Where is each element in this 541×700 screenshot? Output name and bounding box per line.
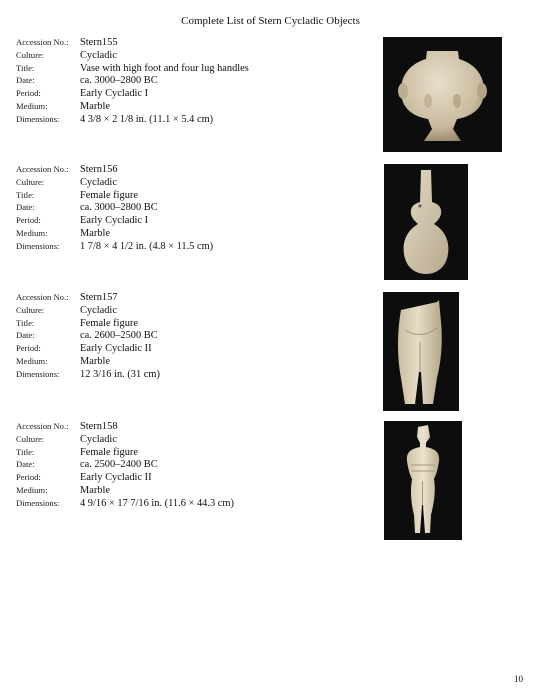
date-row (16, 75, 249, 88)
period-value: Early Cycladic I (80, 88, 149, 100)
title-label: Title: (16, 189, 35, 200)
medium-label: Medium: (16, 484, 48, 495)
period-row (16, 88, 249, 101)
medium-label: Medium: (16, 227, 48, 238)
figure-fragment-photo (383, 292, 459, 411)
dimensions-label: Dimensions: (16, 113, 60, 124)
culture-row (16, 305, 160, 318)
title-value: Female figure (80, 317, 138, 329)
dimensions-value: 4 3/8 × 2 1/8 in. (11.1 × 5.4 cm) (80, 113, 214, 125)
object-record-stern157 (0, 292, 541, 422)
culture-row (16, 50, 249, 63)
period-value: Early Cycladic II (80, 472, 152, 484)
medium-row (16, 101, 249, 114)
title-row (16, 447, 234, 460)
record-fields (16, 164, 213, 254)
date-value: ca. 2500–2400 BC (80, 459, 158, 471)
period-label: Period: (16, 88, 41, 99)
record-fields (16, 37, 249, 127)
period-label: Period: (16, 472, 41, 483)
culture-label: Culture: (16, 433, 45, 444)
period-row (16, 472, 234, 485)
date-value: ca. 2600–2500 BC (80, 330, 158, 342)
accession-row (16, 421, 234, 434)
dimensions-value: 1 7/8 × 4 1/2 in. (4.8 × 11.5 cm) (80, 240, 214, 252)
accession-row (16, 164, 213, 177)
medium-row (16, 356, 160, 369)
medium-row (16, 485, 234, 498)
title-value: Vase with high foot and four lug handles (80, 62, 249, 74)
object-record-stern155 (0, 37, 541, 167)
title-label: Title: (16, 446, 35, 457)
accession-row (16, 292, 160, 305)
date-row (16, 202, 213, 215)
culture-label: Culture: (16, 176, 45, 187)
folded-arm-figure-photo (384, 421, 462, 540)
title-value: Female figure (80, 189, 138, 201)
dimensions-row (16, 114, 249, 127)
page-number: 10 (514, 674, 523, 684)
date-value: ca. 3000–2800 BC (80, 202, 158, 214)
date-label: Date: (16, 459, 35, 470)
date-label: Date: (16, 330, 35, 341)
title-value: Female figure (80, 446, 138, 458)
date-row (16, 330, 160, 343)
accession-value: Stern156 (80, 164, 118, 175)
dimensions-row (16, 241, 213, 254)
dimensions-label: Dimensions: (16, 497, 60, 508)
date-label: Date: (16, 75, 35, 86)
title-label: Title: (16, 317, 35, 328)
culture-value: Cycladic (80, 49, 117, 61)
period-label: Period: (16, 343, 41, 354)
object-record-stern158 (0, 421, 541, 551)
culture-row (16, 177, 213, 190)
medium-value: Marble (80, 355, 111, 367)
medium-label: Medium: (16, 100, 48, 111)
title-row (16, 63, 249, 76)
violin-figure-photo (384, 164, 468, 280)
medium-value: Marble (80, 484, 111, 496)
dimensions-value: 12 3/16 in. (31 cm) (80, 368, 160, 380)
accession-value: Stern158 (80, 421, 118, 432)
period-label: Period: (16, 215, 41, 226)
accession-label: Accession No.: (16, 164, 69, 174)
marble-vase-photo (383, 37, 502, 152)
record-fields (16, 292, 160, 382)
object-record-stern156 (0, 164, 541, 294)
accession-label: Accession No.: (16, 421, 69, 431)
medium-row (16, 228, 213, 241)
culture-label: Culture: (16, 304, 45, 315)
dimensions-value: 4 9/16 × 17 7/16 in. (11.6 × 44.3 cm) (80, 497, 234, 509)
period-value: Early Cycladic I (80, 215, 149, 227)
date-value: ca. 3000–2800 BC (80, 75, 158, 87)
title-row (16, 318, 160, 331)
accession-label: Accession No.: (16, 37, 69, 47)
culture-value: Cycladic (80, 433, 117, 445)
title-row (16, 190, 213, 203)
medium-label: Medium: (16, 355, 48, 366)
record-fields (16, 421, 234, 511)
culture-value: Cycladic (80, 304, 117, 316)
medium-value: Marble (80, 100, 111, 112)
accession-row (16, 37, 249, 50)
accession-value: Stern155 (80, 37, 118, 48)
culture-row (16, 434, 234, 447)
page-title: Complete List of Stern Cycladic Objects (181, 15, 360, 27)
accession-value: Stern157 (80, 292, 118, 303)
period-value: Early Cycladic II (80, 343, 152, 355)
dimensions-row (16, 498, 234, 511)
date-row (16, 459, 234, 472)
medium-value: Marble (80, 227, 111, 239)
dimensions-label: Dimensions: (16, 368, 60, 379)
dimensions-row (16, 369, 160, 382)
period-row (16, 343, 160, 356)
period-row (16, 215, 213, 228)
date-label: Date: (16, 202, 35, 213)
culture-value: Cycladic (80, 176, 117, 188)
accession-label: Accession No.: (16, 292, 69, 302)
dimensions-label: Dimensions: (16, 240, 60, 251)
culture-label: Culture: (16, 49, 45, 60)
title-label: Title: (16, 62, 35, 73)
